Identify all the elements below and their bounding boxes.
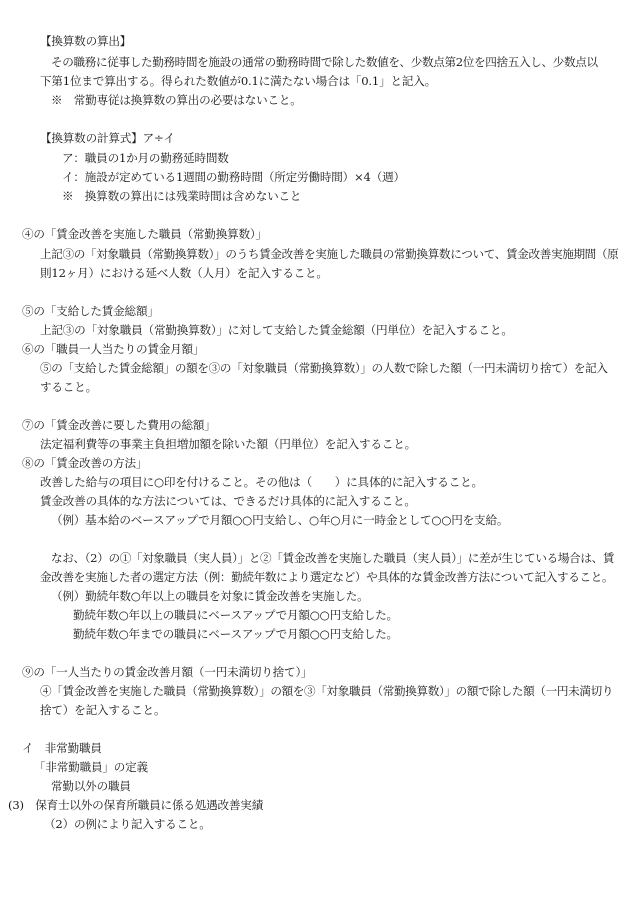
paragraph-line: 賃金改善の具体的な方法については、できるだけ具体的に記入すること。	[40, 494, 416, 508]
section-heading-5: ⑤の「支給した賃金総額」	[22, 304, 159, 318]
heading-conversion-calc: 【換算数の算出】	[40, 34, 132, 48]
heading-conversion-formula: 【換算数の計算式】ア÷イ	[40, 131, 175, 145]
paragraph-line: 上記③の「対象職員（常勤換算数）」のうち賃金改善を実施した職員の常勤換算数について、賃金改善実施期間（原	[40, 247, 619, 261]
paragraph-line: 則12ヶ月）における延べ人数（人月）を記入すること。	[40, 266, 328, 280]
paragraph-line: ⑤の「支給した賃金総額」の額を③の「対象職員（常勤換算数）」の人数で除した額（一円未満切り捨て）を記入	[40, 361, 608, 375]
definition-heading: 「非常勤職員」の定義	[34, 760, 148, 774]
note-line: ※ 常勤専従は換算数の算出の必要はないこと。	[51, 93, 302, 107]
paragraph-line: ④「賃金改善を実施した職員（常勤換算数）」の額を③「対象職員（常勤換算数）」の額で除した額（一円未満切り	[40, 684, 614, 698]
paragraph-line: 上記③の「対象職員（常勤換算数）」に対して支給した賃金総額（円単位）を記入すること。	[40, 323, 513, 337]
definition-text: 常勤以外の職員	[51, 779, 131, 793]
paragraph-line: なお、（2）の①「対象職員（実人員）」と②「賃金改善を実施した職員（実人員）」に差が生じている場合は、賃	[51, 551, 615, 565]
formula-line: ア：職員の1か月の勤務延時間数	[62, 151, 229, 165]
section-heading-4: ④の「賃金改善を実施した職員（常勤換算数）」	[22, 227, 267, 241]
paragraph-line: その職務に従事した勤務時間を施設の通常の勤務時間で除した数値を、少数点第2位を四捨五入し、少数点以	[51, 55, 598, 69]
example-line: 勤続年数○年以上の職員にベースアップで月額○○円支給した。	[73, 608, 398, 622]
formula-line: イ：施設が定めている1週間の勤務時間（所定労働時間）×4（週）	[62, 170, 405, 184]
subsection-heading-part-time: イ 非常勤職員	[22, 741, 102, 755]
paragraph-line: （2）の例により記入すること。	[44, 817, 211, 831]
paragraph-line: 金改善を実施した者の選定方法（例：勤続年数により選定など）や具体的な賃金改善方法について記入すること。	[40, 570, 614, 584]
paragraph-line: 捨て）を記入すること。	[40, 703, 166, 717]
section-heading-6: ⑥の「職員一人当たりの賃金月額」	[22, 342, 205, 356]
paragraph-line: すること。	[40, 380, 97, 394]
note-line: ※ 換算数の算出には残業時間は含めないこと	[62, 189, 302, 203]
paragraph-line: 法定福利費等の事業主負担増加額を除いた額（円単位）を記入すること。	[40, 437, 416, 451]
example-line: 勤続年数○年までの職員にベースアップで月額○○円支給した。	[73, 627, 398, 641]
section-heading-9: ⑨の「一人当たりの賃金改善月額（一円未満切り捨て）」	[22, 665, 313, 679]
example-line: （例）基本給のベースアップで月額○○円支給し、○年○月に一時金として○○円を支給。	[51, 513, 509, 527]
section-heading-8: ⑧の「賃金改善の方法」	[22, 456, 148, 470]
section-heading-7: ⑦の「賃金改善に要した費用の総額」	[22, 418, 216, 432]
example-line: （例）勤続年数○年以上の職員を対象に賃金改善を実施した。	[51, 589, 369, 603]
section-heading-3: (3) 保育士以外の保育所職員に係る処遇改善実績	[8, 798, 264, 812]
paragraph-line: 改善した給与の項目に○印を付けること。その他は（ ）に具体的に記入すること。	[40, 475, 483, 489]
paragraph-line: 下第1位まで算出する。得られた数値が0.1に満たない場合は「0.1」と記入。	[40, 74, 437, 88]
